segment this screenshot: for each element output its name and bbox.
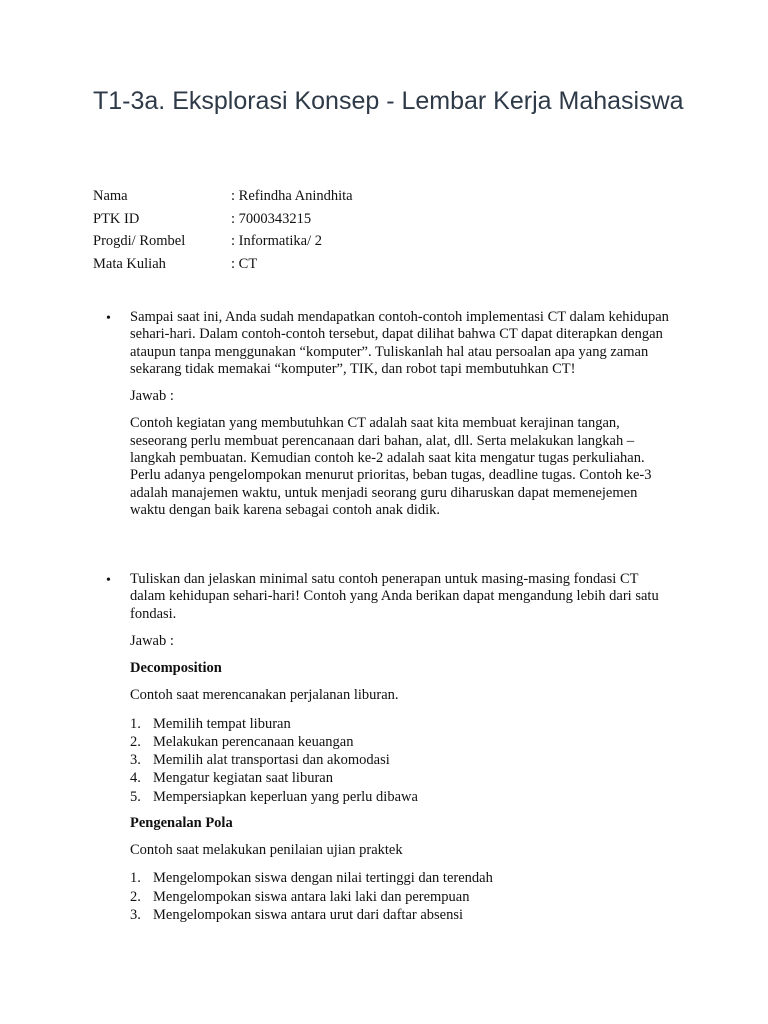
answer-1-text: Contoh kegiatan yang membutuhkan CT adalah saat kita membuat kerajinan tangan, seseorang perlu membuat perencanaan dari bahan, alat, dll. Serta melakukan langkah – langkah pembuatan. Kemudian contoh ke-2 adalah saat kita mengatur tugas perkuliahan. Perlu adanya pengelompokan menurut prioritas, beban tugas, deadline tugas. Contoh ke-3 adalah manajemen waktu, untuk menjadi seorang guru diharuskan dapat memenejemen waktu dengan baik karena sebagai contoh anak didik. — [130, 415, 652, 518]
list-item-text: Memilih tempat liburan — [153, 715, 291, 732]
decomposition-heading: Decomposition — [130, 660, 222, 677]
question-2-text: Tuliskan dan jelaskan minimal satu contoh penerapan untuk masing-masing fondasi CT dalam kehidupan sehari-hari! Contoh yang Anda berikan dapat mengandung lebih dari satu fondasi. — [130, 571, 659, 622]
list-item — [130, 751, 675, 769]
pattern-list — [130, 869, 675, 924]
identity-table — [93, 186, 593, 276]
list-item — [130, 733, 675, 751]
list-item-number: 4. — [130, 770, 141, 787]
identity-row-ptk-id — [93, 209, 593, 232]
bullet-icon: • — [106, 573, 111, 588]
list-item-text: Mengelompokan siswa antara urut dari daftar absensi — [153, 906, 464, 923]
pattern-heading: Pengenalan Pola — [130, 814, 233, 831]
list-item — [130, 769, 675, 787]
identity-row-mata-kuliah — [93, 254, 593, 277]
identity-row-nama — [93, 186, 593, 209]
list-item-text: Mengelompokan siswa dengan nilai tertinggi dan terendah — [153, 870, 493, 887]
identity-label: Mata Kuliah — [93, 255, 166, 272]
identity-row-progdi — [93, 231, 593, 254]
bullet-icon: • — [106, 311, 111, 326]
list-item-text: Mempersiapkan keperluan yang perlu dibawa — [153, 788, 418, 805]
list-item — [130, 869, 675, 887]
identity-value: : Informatika/ 2 — [231, 233, 323, 249]
question-1-text: Sampai saat ini, Anda sudah mendapatkan contoh-contoh implementasi CT dalam kehidupan sehari-hari. Dalam contoh-contoh tersebut, dapat dilihat bahwa CT dapat diterapkan dengan ataupun tanpa menggunakan “komputer”. Tuliskanlah hal atau persoalan apa yang zaman sekarang tidak memakai “komputer”, TIK, dan robot tapi membutuhkan CT! — [130, 309, 669, 377]
list-item-number: 2. — [130, 888, 141, 905]
list-item-number: 3. — [130, 906, 141, 923]
list-item-number: 5. — [130, 788, 141, 805]
identity-label: Progdi/ Rombel — [93, 233, 186, 249]
list-item-text: Melakukan perencanaan keuangan — [153, 733, 354, 750]
list-item-text: Mengatur kegiatan saat liburan — [153, 770, 333, 787]
list-item-number: 2. — [130, 733, 141, 750]
answer-2-label: Jawab : — [130, 632, 174, 649]
list-item — [130, 788, 675, 806]
identity-value: : 7000343215 — [231, 210, 312, 227]
decomposition-intro: Contoh saat merencanakan perjalanan liburan. — [130, 687, 399, 704]
list-item-text: Mengelompokan siswa antara laki laki dan perempuan — [153, 888, 470, 905]
identity-value: : CT — [231, 255, 258, 272]
answer-1-label: Jawab : — [130, 388, 174, 405]
question-2 — [130, 571, 675, 924]
pattern-intro: Contoh saat melakukan penilaian ujian praktek — [130, 842, 403, 859]
document-title: T1-3a. Eksplorasi Konsep - Lembar Kerja Mahasiswa — [93, 87, 684, 115]
identity-label: PTK ID — [93, 210, 140, 227]
list-item — [130, 715, 675, 733]
list-item-number: 3. — [130, 752, 141, 769]
list-item-text: Memilih alat transportasi dan akomodasi — [153, 752, 390, 769]
list-item-number: 1. — [130, 715, 141, 732]
list-item — [130, 888, 675, 906]
decomposition-list — [130, 715, 675, 806]
list-item-number: 1. — [130, 870, 141, 887]
question-1 — [130, 309, 675, 519]
identity-value: : Refindha Anindhita — [231, 188, 353, 204]
identity-label: Nama — [93, 188, 128, 204]
list-item — [130, 906, 675, 924]
